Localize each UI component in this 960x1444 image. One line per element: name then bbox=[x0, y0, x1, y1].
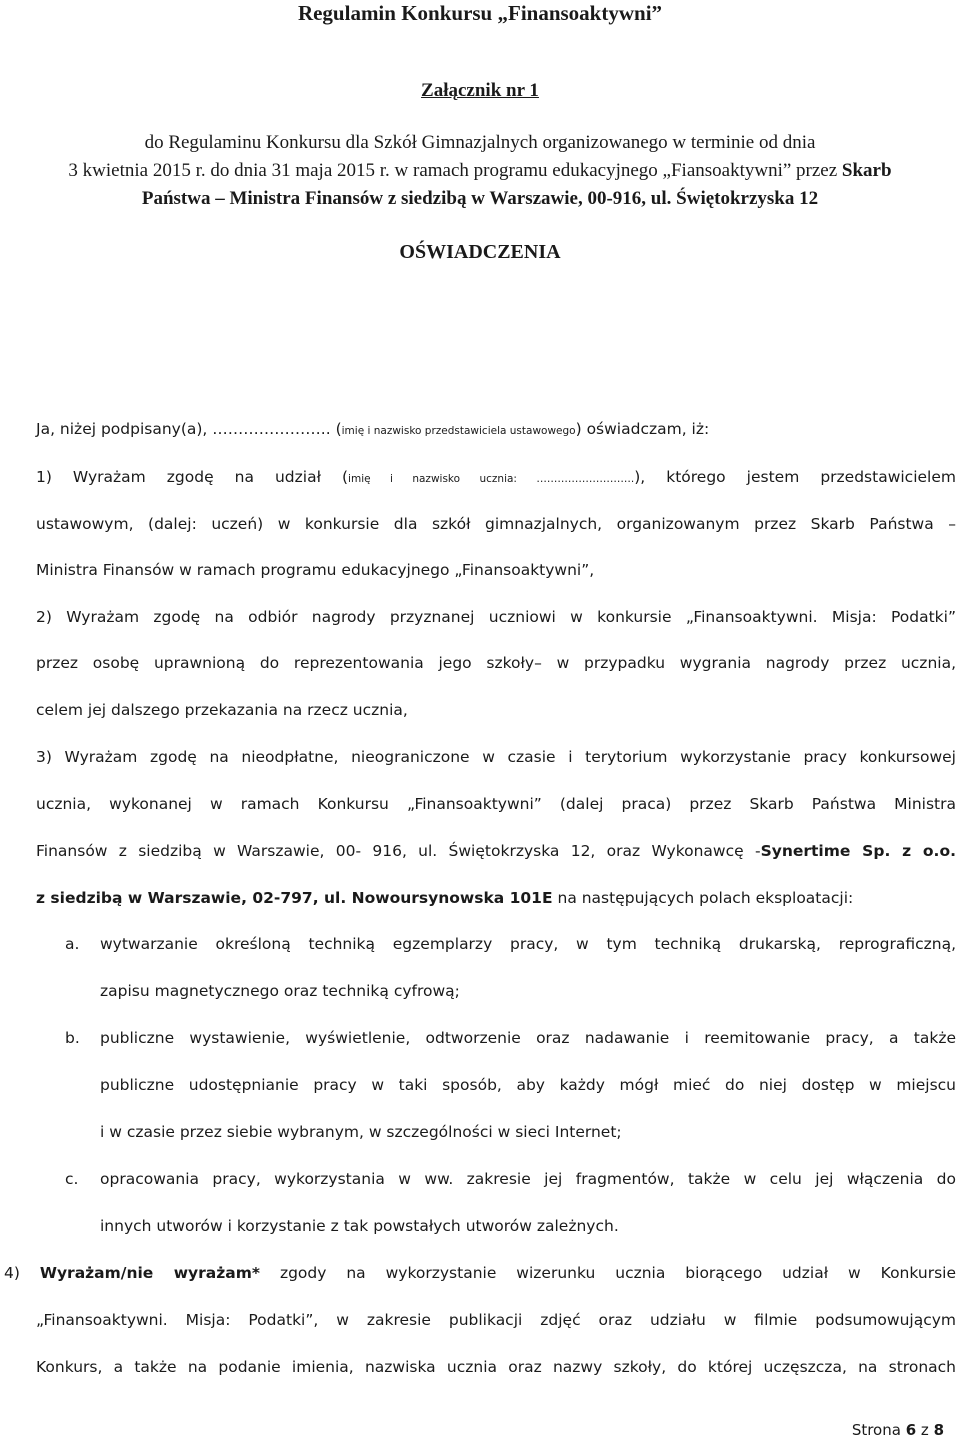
declarant-prefix: Ja, niżej podpisany(a), ………………….. ( bbox=[36, 420, 342, 438]
section-title: OŚWIADCZENIA bbox=[399, 241, 561, 263]
sub-b-line-2: publiczne udostępnianie pracy w taki sposób, aby każdy mógł mieć do niej dostęp w miejscu bbox=[100, 1076, 956, 1094]
sub-c-line-2: innych utworów i korzystanie z tak powstałych utworów zależnych. bbox=[100, 1217, 619, 1235]
item-3-line-3 bbox=[36, 842, 956, 860]
declarant-line bbox=[36, 420, 956, 438]
item-4-line-2: „Finansoaktywni. Misja: Podatki”, w zakresie publikacji zdjęć oraz udziału w filmie podsumowującym bbox=[36, 1311, 956, 1329]
page-label: Strona bbox=[851, 1421, 906, 1439]
current-page: 6 bbox=[905, 1421, 917, 1439]
sub-c-line-1: opracowania pracy, wykorzystania w ww. zakresie jej fragmentów, także w celu jej włączenia do bbox=[100, 1170, 956, 1188]
list-marker-a: a. bbox=[65, 935, 80, 953]
item-4-text: zgody na wykorzystanie wizerunku ucznia biorącego udział w Konkursie bbox=[260, 1264, 956, 1282]
declarant-suffix: ) oświadczam, iż: bbox=[575, 420, 710, 438]
contractor-address: z siedzibą w Warszawie, 02-797, ul. Nowoursynowska 101E bbox=[36, 889, 553, 907]
document-header: Regulamin Konkursu „Finansoaktywni” bbox=[297, 1, 663, 25]
item-3-text: Finansów z siedzibą w Warszawie, 00- 916, ul. Świętokrzyska 12, oraz Wykonawcę - bbox=[36, 842, 761, 860]
item-1-line-3: Ministra Finansów w ramach programu edukacyjnego „Finansoaktywni”, bbox=[36, 561, 595, 579]
item-4-number: 4) bbox=[4, 1264, 40, 1282]
sub-b-line-3: i w czasie przez siebie wybranym, w szczególności w sieci Internet; bbox=[100, 1123, 622, 1141]
annex-intro-line: Państwa – Ministra Finansów z siedzibą w Warszawie, 00-916, ul. Świętokrzyska 12 bbox=[141, 188, 819, 209]
sub-a-line-2: zapisu magnetycznego oraz techniką cyfrową; bbox=[100, 982, 460, 1000]
annex-intro-text: 3 kwietnia 2015 r. do dnia 31 maja 2015 r. w ramach programu edukacyjnego „Fiansoaktywni” przez bbox=[68, 160, 838, 181]
item-1-line-1 bbox=[36, 468, 956, 486]
total-pages: 8 bbox=[933, 1421, 944, 1439]
item-2-line-2: przez osobę uprawnioną do reprezentowania jego szkoły– w przypadku wygrania nagrody przez ucznia, bbox=[36, 654, 956, 672]
page-separator: z bbox=[916, 1421, 934, 1439]
declarant-hint: imię i nazwisko przedstawiciela ustawowego bbox=[341, 425, 576, 437]
item-2-line-3: celem jej dalszego przekazania na rzecz ucznia, bbox=[36, 701, 408, 719]
item-4-line-1 bbox=[4, 1264, 956, 1282]
annex-intro-bold: Skarb bbox=[841, 160, 892, 181]
annex-intro-line bbox=[60, 157, 900, 185]
item-3-line-4 bbox=[36, 889, 956, 907]
item-1-text: 1) Wyrażam zgodę na udział ( bbox=[36, 468, 349, 486]
item-4-line-3: Konkurs, a także na podanie imienia, nazwiska ucznia oraz nazwy szkoły, do której uczęszcza, na stronach bbox=[36, 1358, 956, 1376]
annex-title: Załącznik nr 1 bbox=[421, 80, 539, 101]
item-3-line-1: 3) Wyrażam zgodę na nieodpłatne, nieograniczone w czasie i terytorium wykorzystanie pracy konkursowej bbox=[36, 748, 956, 766]
sub-b-line-1: publiczne wystawienie, wyświetlenie, odtworzenie oraz nadawanie i reemitowanie pracy, a także bbox=[100, 1029, 956, 1047]
item-3-text: na następujących polach eksploatacji: bbox=[552, 889, 854, 907]
list-marker-b: b. bbox=[65, 1029, 80, 1047]
annex-intro-line: do Regulaminu Konkursu dla Szkół Gimnazjalnych organizowanego w terminie od dnia bbox=[144, 132, 816, 153]
page-number bbox=[852, 1421, 944, 1439]
item-2-line-1: 2) Wyrażam zgodę na odbiór nagrody przyznanej uczniowi w konkursie „Finansoaktywni. Misja: Podatki” bbox=[36, 608, 956, 626]
sub-a-line-1: wytwarzanie określoną techniką egzemplarzy pracy, w tym techniką drukarską, reprograficzną, bbox=[100, 935, 956, 953]
item-3-line-2: ucznia, wykonanej w ramach Konkursu „Finansoaktywni” (dalej praca) przez Skarb Państwa Ministra bbox=[36, 795, 956, 813]
item-1-text: ), którego jestem przedstawicielem bbox=[634, 468, 956, 486]
annex-intro bbox=[60, 129, 900, 213]
student-name-hint: imię i nazwisko ucznia: ………………………. bbox=[348, 473, 635, 485]
contractor-name: Synertime Sp. z o.o. bbox=[760, 842, 956, 860]
consent-choice: Wyrażam/nie wyrażam* bbox=[39, 1264, 260, 1282]
item-1-line-2: ustawowym, (dalej: uczeń) w konkursie dla szkół gimnazjalnych, organizowanym przez Skarb Państwa – bbox=[36, 515, 956, 533]
list-marker-c: c. bbox=[65, 1170, 79, 1188]
